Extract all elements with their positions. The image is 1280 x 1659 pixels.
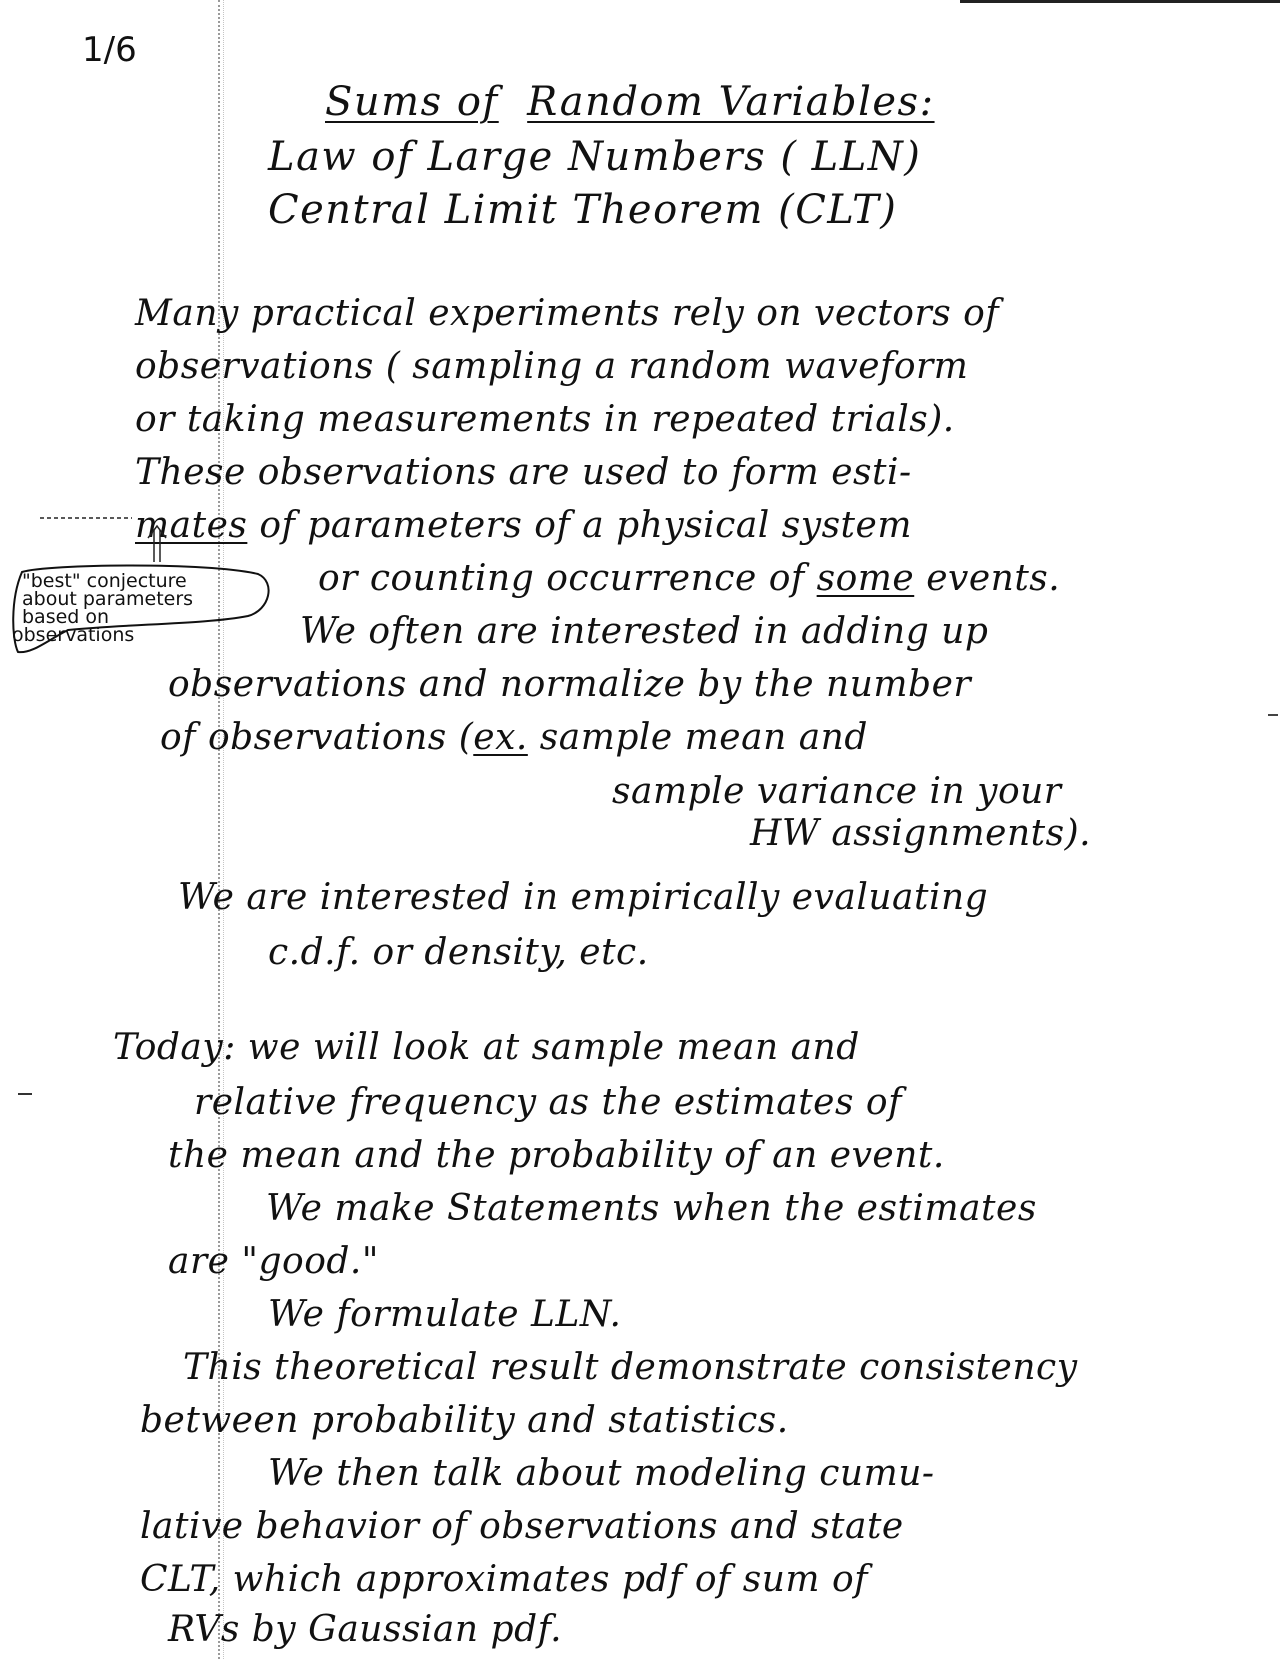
side-note [8, 560, 272, 656]
p1-line-6-end: events. [926, 558, 1061, 599]
side-note-line-2: about parameters [22, 588, 194, 610]
p3-line-12: RVs by Gaussian pdf. [168, 1609, 563, 1650]
page-number: 1/6 [82, 30, 137, 70]
p1-line-9-start: of observations ( [160, 717, 474, 758]
p1-line-6 [318, 557, 1060, 601]
title-line-3: Central Limit Theorem (CLT) [268, 187, 898, 233]
annotation-arrow [40, 500, 200, 570]
p3-line-3: the mean and the probability of an event. [168, 1135, 945, 1176]
p1-line-6-start: or counting occurrence of [318, 558, 805, 599]
title-line-2: Law of Large Numbers ( LLN) [268, 134, 922, 180]
p1-line-1: Many practical experiments rely on vectors of [135, 293, 1000, 334]
p2-line-2: c.d.f. or density, etc. [268, 932, 649, 973]
p1-line-7: We often are interested in adding up [300, 611, 989, 652]
top-edge-rule [960, 0, 1280, 3]
margin-tick-right [1268, 714, 1278, 716]
p1-line-9 [160, 716, 868, 760]
p1-line-5-rest: of parameters of a physical system [259, 505, 912, 546]
p1-line-5 [135, 504, 912, 548]
p1-line-9-end: sample mean and [539, 717, 868, 758]
p1-line-10: sample variance in your [612, 771, 1062, 812]
p3-line-6: We formulate LLN. [268, 1294, 622, 1335]
side-note-line-1: "best" conjecture [22, 570, 187, 592]
p3-line-11: CLT, which approximates pdf of sum of [140, 1559, 869, 1600]
title-random-variables: Random Variables: [527, 79, 935, 125]
p3-line-4: We make Statements when the estimates [266, 1188, 1037, 1229]
p1-line-3: or taking measurements in repeated trials). [135, 399, 955, 440]
p1-line-4: These observations are used to form esti- [135, 452, 912, 493]
p3-line-1: Today: we will look at sample mean and [113, 1027, 860, 1068]
side-note-line-4: observations [12, 624, 135, 646]
p3-line-7: This theoretical result demonstrate consistency [183, 1347, 1078, 1388]
mates-word: mates [135, 505, 248, 546]
p3-line-5: are "good." [168, 1241, 379, 1282]
ex-word: ex. [473, 717, 528, 758]
margin-tick-left [18, 1093, 32, 1095]
p1-line-11: HW assignments). [750, 813, 1092, 854]
p3-line-2: relative frequency as the estimates of [194, 1082, 902, 1123]
p3-line-8: between probability and statistics. [140, 1400, 789, 1441]
side-note-line-3: based on [22, 606, 110, 628]
p3-line-9: We then talk about modeling cumu- [268, 1453, 935, 1494]
title-sums-of: Sums of [325, 79, 499, 125]
p1-line-8: observations and normalize by the number [168, 664, 972, 705]
some-word: some [816, 558, 915, 599]
p1-line-2: observations ( sampling a random waveform [135, 346, 969, 387]
title-line-1 [325, 78, 935, 126]
p2-line-1: We are interested in empirically evaluating [178, 877, 989, 918]
p3-line-10: lative behavior of observations and state [140, 1506, 904, 1547]
